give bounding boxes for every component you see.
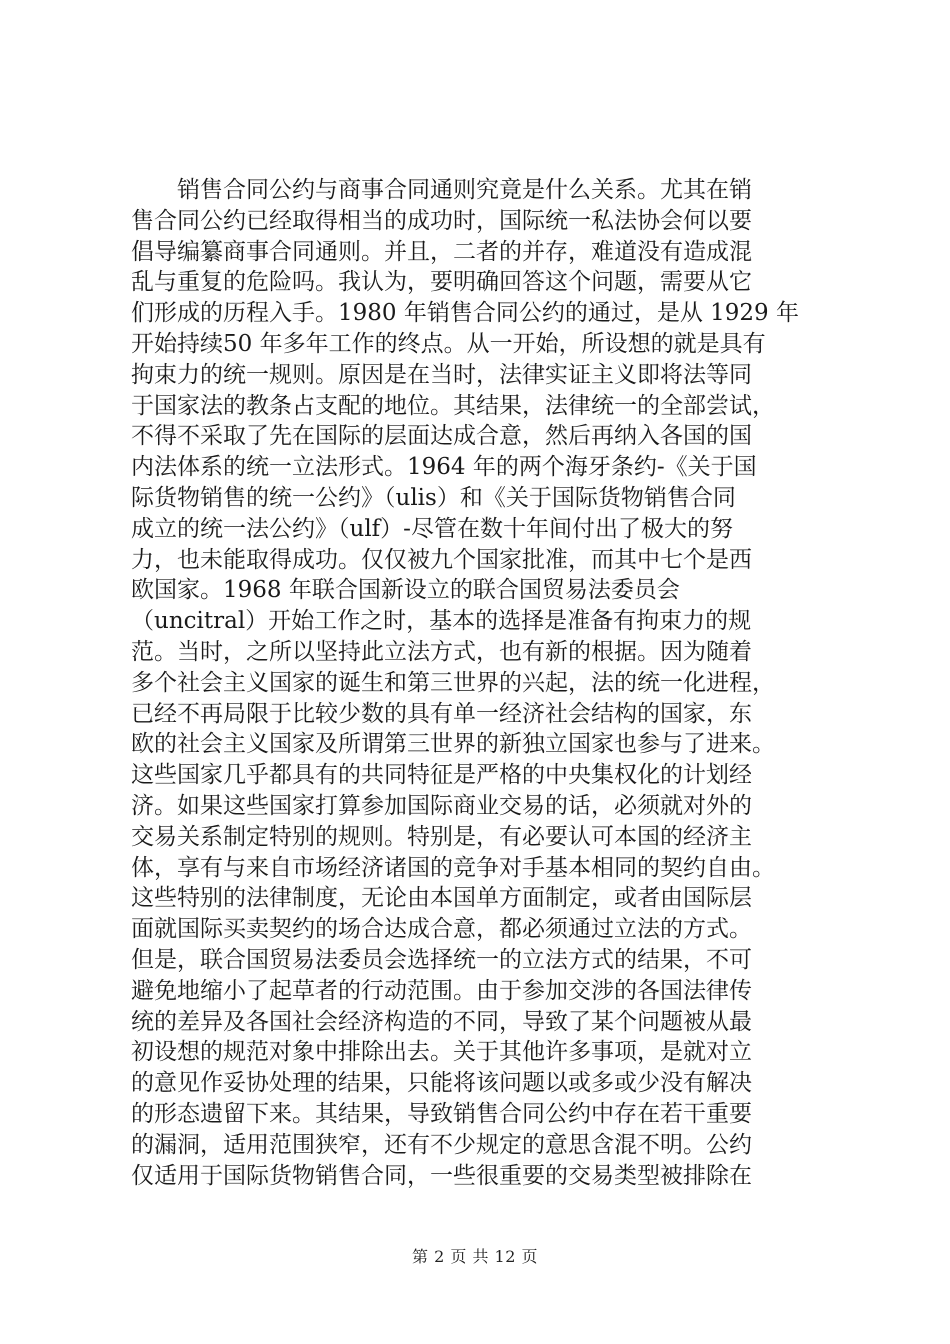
text-line: 内法体系的统一立法形式。1964 年的两个海牙条约-《关于国 [131, 454, 757, 481]
text-line: 这些国家几乎都具有的共同特征是严格的中央集权化的计划经 [131, 762, 752, 789]
text-line: 体，享有与来自市场经济诸国的竞争对手基本相同的契约自由。 [131, 854, 775, 881]
text-line: 的形态遗留下来。其结果，导致销售合同公约中存在若干重要 [131, 1100, 752, 1127]
text-line: 欧国家。1968 年联合国新设立的联合国贸易法委员会 [131, 577, 680, 604]
text-line: 已经不再局限于比较少数的具有单一经济社会结构的国家，东 [131, 700, 752, 727]
text-line: 于国家法的教条占支配的地位。其结果，法律统一的全部尝试， [131, 392, 775, 419]
text-line: 乱与重复的危险吗。我认为，要明确回答这个问题，需要从它 [131, 269, 752, 296]
text-line: 不得不采取了先在国际的层面达成合意，然后再纳入各国的国 [131, 423, 752, 450]
text-line: 但是，联合国贸易法委员会选择统一的立法方式的结果，不可 [131, 946, 752, 973]
text-line: 避免地缩小了起草者的行动范围。由于参加交涉的各国法律传 [131, 977, 752, 1004]
text-line: 开始持续50 年多年工作的终点。从一开始，所设想的就是具有 [131, 330, 766, 357]
text-line: 欧的社会主义国家及所谓第三世界的新独立国家也参与了进来。 [131, 731, 775, 758]
text-line: 面就国际买卖契约的场合达成合意，都必须通过立法的方式。 [131, 916, 752, 943]
text-line: 范。当时，之所以坚持此立法方式，也有新的根据。因为随着 [131, 638, 752, 665]
text-line: 统的差异及各国社会经济构造的不同，导致了某个问题被从最 [131, 1008, 752, 1035]
text-line: 拘束力的统一规则。原因是在当时，法律实证主义即将法等同 [131, 361, 752, 388]
text-line: 力，也未能取得成功。仅仅被九个国家批准，而其中七个是西 [131, 546, 752, 573]
page-number-footer: 第 2 页 共 12 页 [412, 1247, 538, 1266]
text-line: 的意见作妥协处理的结果，只能将该问题以或多或少没有解决 [131, 1070, 752, 1097]
text-line: 仅适用于国际货物销售合同，一些很重要的交易类型被排除在 [131, 1162, 752, 1189]
body-paragraph [131, 175, 831, 1191]
text-line: 售合同公约已经取得相当的成功时，国际统一私法协会何以要 [131, 207, 752, 234]
text-line: 们形成的历程入手。1980 年销售合同公约的通过，是从 1929 年 [131, 300, 799, 327]
text-line: 交易关系制定特别的规则。特别是，有必要认可本国的经济主 [131, 823, 752, 850]
text-line: 际货物销售的统一公约》（ulis）和《关于国际货物销售合同 [131, 484, 736, 511]
text-line: 倡导编纂商事合同通则。并且，二者的并存，难道没有造成混 [131, 238, 752, 265]
text-line: 济。如果这些国家打算参加国际商业交易的话，必须就对外的 [131, 792, 752, 819]
text-line: 多个社会主义国家的诞生和第三世界的兴起，法的统一化进程， [131, 669, 775, 696]
text-line: 初设想的规范对象中排除出去。关于其他许多事项，是就对立 [131, 1039, 752, 1066]
text-line: 这些特别的法律制度，无论由本国单方面制定，或者由国际层 [131, 885, 752, 912]
text-line: 成立的统一法公约》（ulf）-尽管在数十年间付出了极大的努 [131, 515, 733, 542]
text-line: （uncitral）开始工作之时，基本的选择是准备有拘束力的规 [131, 608, 752, 635]
text-line: 的漏洞，适用范围狭窄，还有不少规定的意思含混不明。公约 [131, 1131, 752, 1158]
text-line: 销售合同公约与商事合同通则究竟是什么关系。尤其在销 [177, 177, 752, 203]
